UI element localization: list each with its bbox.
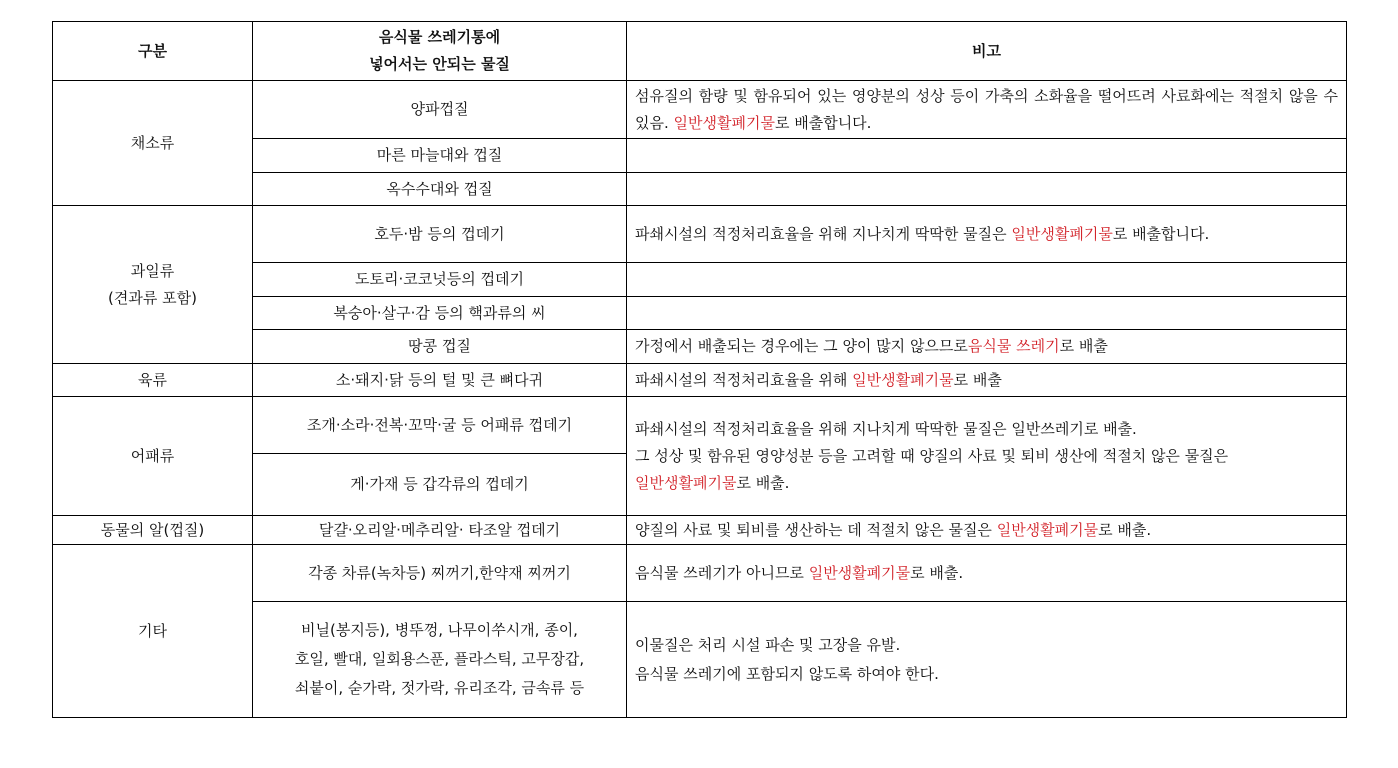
category-fruits-line2: (견과류 포함): [108, 288, 197, 307]
category-other: 기타: [53, 545, 253, 718]
note-text: 이물질은 처리 시설 파손 및 고장을 유발.: [635, 635, 901, 654]
highlight-text: 일반생활폐기물: [1011, 224, 1113, 243]
item-text: 호일, 빨대, 일회용스푼, 플라스틱, 고무장갑,: [294, 650, 585, 668]
note-text: 로 배출.: [910, 563, 964, 582]
note-text: 그 성상 및 함유된 영양성분 등을 고려할 때 양질의 사료 및 퇴비 생산에 적절치 않은 물질은: [635, 446, 1229, 465]
note-cell: [627, 397, 1347, 516]
table-row: [53, 81, 1347, 139]
item-cell: 호두·밤 등의 껍데기: [253, 206, 627, 263]
note-text: 섬유질의 함량 및 함유되어 있는 영양분의 성상 등이 가축의 소화율을 떨어뜨려 사료화에는 적절치 않을 수 있음.: [635, 86, 1338, 132]
table-row: [53, 364, 1347, 397]
note-cell: [627, 206, 1347, 263]
item-cell: 달걀·오리알·메추리알· 타조알 껍데기: [253, 516, 627, 545]
note-cell: [627, 330, 1347, 364]
note-text: 로 배출: [1059, 337, 1108, 355]
table-row: [53, 397, 1347, 454]
note-text: 음식물 쓰레기에 포함되지 않도록 하여야 한다.: [635, 664, 939, 683]
item-cell: 복숭아·살구·감 등의 핵과류의 씨: [253, 297, 627, 330]
category-vegetables: 채소류: [53, 81, 253, 206]
highlight-text: 일반생활폐기물: [673, 113, 775, 132]
item-cell: 땅콩 껍질: [253, 330, 627, 364]
note-text-line3: [635, 470, 1338, 497]
item-cell: 각종 차류(녹차등) 찌꺼기,한약재 찌꺼기: [253, 545, 627, 602]
note-text: 양질의 사료 및 퇴비를 생산하는 데 적절치 않은 물질은: [635, 520, 997, 539]
item-cell: 옥수수대와 껍질: [253, 173, 627, 206]
table-row: [53, 516, 1347, 545]
category-meat: 육류: [53, 364, 253, 397]
header-item-line1: 음식물 쓰레기통에: [378, 28, 501, 46]
header-category: 구분: [53, 22, 253, 81]
item-cell: 게·가재 등 갑각류의 껍데기: [253, 454, 627, 516]
table-row: [53, 206, 1347, 263]
note-text: 가정에서 배출되는 경우에는 그 양이 많지 않으므로: [635, 337, 968, 355]
item-cell: 도토리·코코넛등의 껍데기: [253, 263, 627, 297]
category-fruits: [53, 206, 253, 364]
note-cell-empty: [627, 297, 1347, 330]
category-fruits-line1: 과일류: [130, 261, 175, 280]
note-cell-empty: [627, 173, 1347, 206]
category-eggs: 동물의 알(껍질): [53, 516, 253, 545]
note-text: 파쇄시설의 적정처리효율을 위해 지나치게 딱딱한 물질은: [635, 224, 1012, 243]
note-text: 파쇄시설의 적정처리효율을 위해 지나치게 딱딱한 물질은 일반쓰레기로 배출.: [635, 419, 1137, 438]
category-shellfish: 어패류: [53, 397, 253, 516]
highlight-text: 일반생활폐기물: [808, 563, 911, 582]
note-text: 로 배출합니다.: [774, 113, 872, 132]
table-row: [53, 545, 1347, 602]
note-cell: [627, 516, 1347, 545]
header-item: [253, 22, 627, 81]
header-row: [53, 22, 1347, 81]
note-cell-empty: [627, 263, 1347, 297]
note-text: 파쇄시설의 적정처리효율을 위해: [635, 370, 853, 389]
note-cell: [627, 545, 1347, 602]
highlight-text: 일반생활폐기물: [852, 370, 954, 389]
item-cell: 양파껍질: [253, 81, 627, 139]
note-cell-empty: [627, 139, 1347, 173]
note-cell: [627, 364, 1347, 397]
note-cell: [627, 81, 1347, 139]
item-cell: [253, 602, 627, 718]
highlight-text: 일반생활폐기물: [996, 520, 1099, 539]
item-text: 쇠붙이, 숟가락, 젓가락, 유리조각, 금속류 등: [294, 679, 585, 697]
note-text: 로 배출.: [1098, 520, 1152, 539]
highlight-text: 일반생활폐기물: [635, 473, 737, 492]
item-cell: 소·돼지·닭 등의 털 및 큰 뼈다귀: [253, 364, 627, 397]
note-cell: [627, 602, 1347, 718]
header-item-line2: 넣어서는 안되는 물질: [369, 55, 510, 73]
note-text: 로 배출합니다.: [1112, 224, 1210, 243]
note-text: 음식물 쓰레기가 아니므로: [635, 563, 809, 582]
highlight-text: 음식물 쓰레기: [967, 337, 1060, 355]
waste-table: [52, 21, 1347, 718]
item-text: 비닐(봉지등), 병뚜껑, 나무이쑤시개, 종이,: [301, 621, 578, 639]
item-cell: 마른 마늘대와 껍질: [253, 139, 627, 173]
header-note: 비고: [627, 22, 1347, 81]
item-cell: 조개·소라·전복·꼬막·굴 등 어패류 껍데기: [253, 397, 627, 454]
note-text: 로 배출: [953, 370, 1002, 389]
note-text: 로 배출.: [736, 473, 790, 492]
